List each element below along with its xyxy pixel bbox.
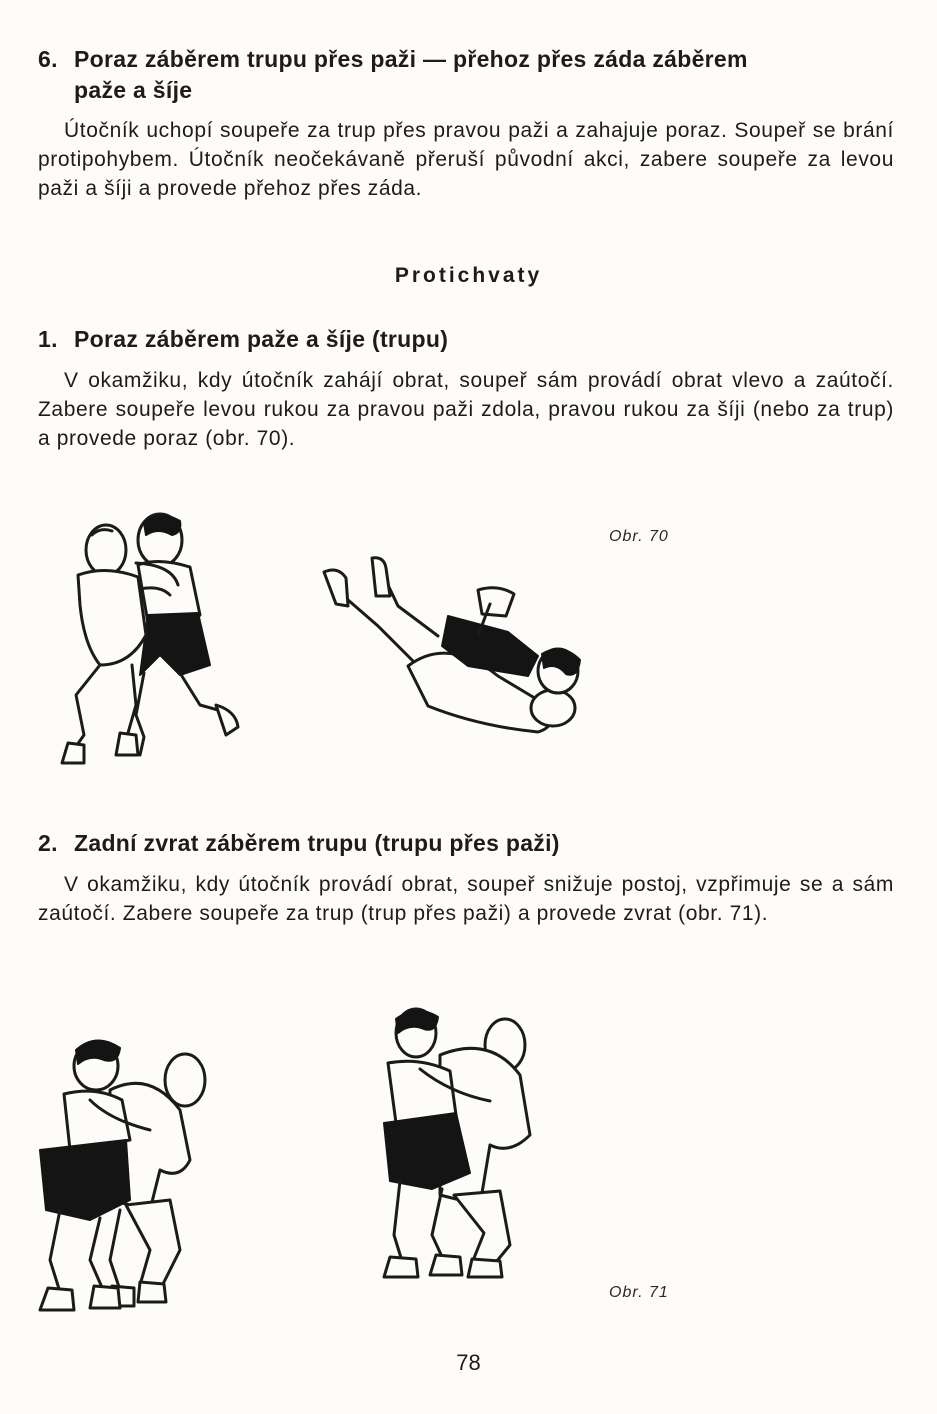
counter-2-number: 2.	[38, 830, 58, 856]
section-6-paragraph	[38, 116, 894, 203]
counter-2-text: V okamžiku, kdy útočník provádí obrat, soupeř snižuje postoj, vzpřimuje se a sám zaútočí. Zabere soupeře za trup (trup přes paži) a provede zvrat (obr. 71).	[38, 873, 894, 925]
section-6-title-line2: paže a šíje	[74, 77, 193, 103]
counter-2-heading	[38, 828, 898, 859]
figure-71-lift-start	[30, 1030, 210, 1320]
counter-2-title: Zadní zvrat záběrem trupu (trupu přes paži)	[74, 830, 560, 856]
counter-1-number: 1.	[38, 326, 58, 352]
section-6-title-line1: Poraz záběrem trupu přes paži — přehoz přes záda záběrem	[74, 46, 748, 72]
section-6-text: Útočník uchopí soupeře za trup přes pravou paži a zahajuje poraz. Soupeř se brání protipohybem. Útočník neočekávaně přeruší původní akci, zabere soupeře za levou paži a šíji a provede přehoz přes záda.	[38, 119, 894, 200]
counter-1-text: V okamžiku, kdy útočník zahájí obrat, soupeř sám provádí obrat vlevo a zaútočí. Zabere soupeře levou rukou za pravou paži zdola, pravou rukou za šíji (nebo za trup) a provede poraz (obr. 70).	[38, 369, 894, 450]
section-6-heading	[38, 44, 898, 106]
figure-71-lift-raise	[380, 1005, 560, 1285]
counter-1-heading	[38, 324, 898, 355]
section-title: Protichvaty	[394, 264, 543, 287]
section-6-number: 6.	[38, 46, 58, 72]
counter-1-title: Poraz záběrem paže a šíje (trupu)	[74, 326, 449, 352]
figure-70-caption: Obr. 70	[609, 528, 669, 545]
figure-70-standing-wrestlers	[40, 505, 260, 775]
page-number: 78	[456, 1350, 481, 1375]
figure-70-thrown-wrestlers	[318, 556, 593, 746]
figure-71-caption: Obr. 71	[609, 1284, 669, 1301]
counter-2-paragraph	[38, 870, 894, 928]
counter-1-paragraph	[38, 366, 894, 453]
